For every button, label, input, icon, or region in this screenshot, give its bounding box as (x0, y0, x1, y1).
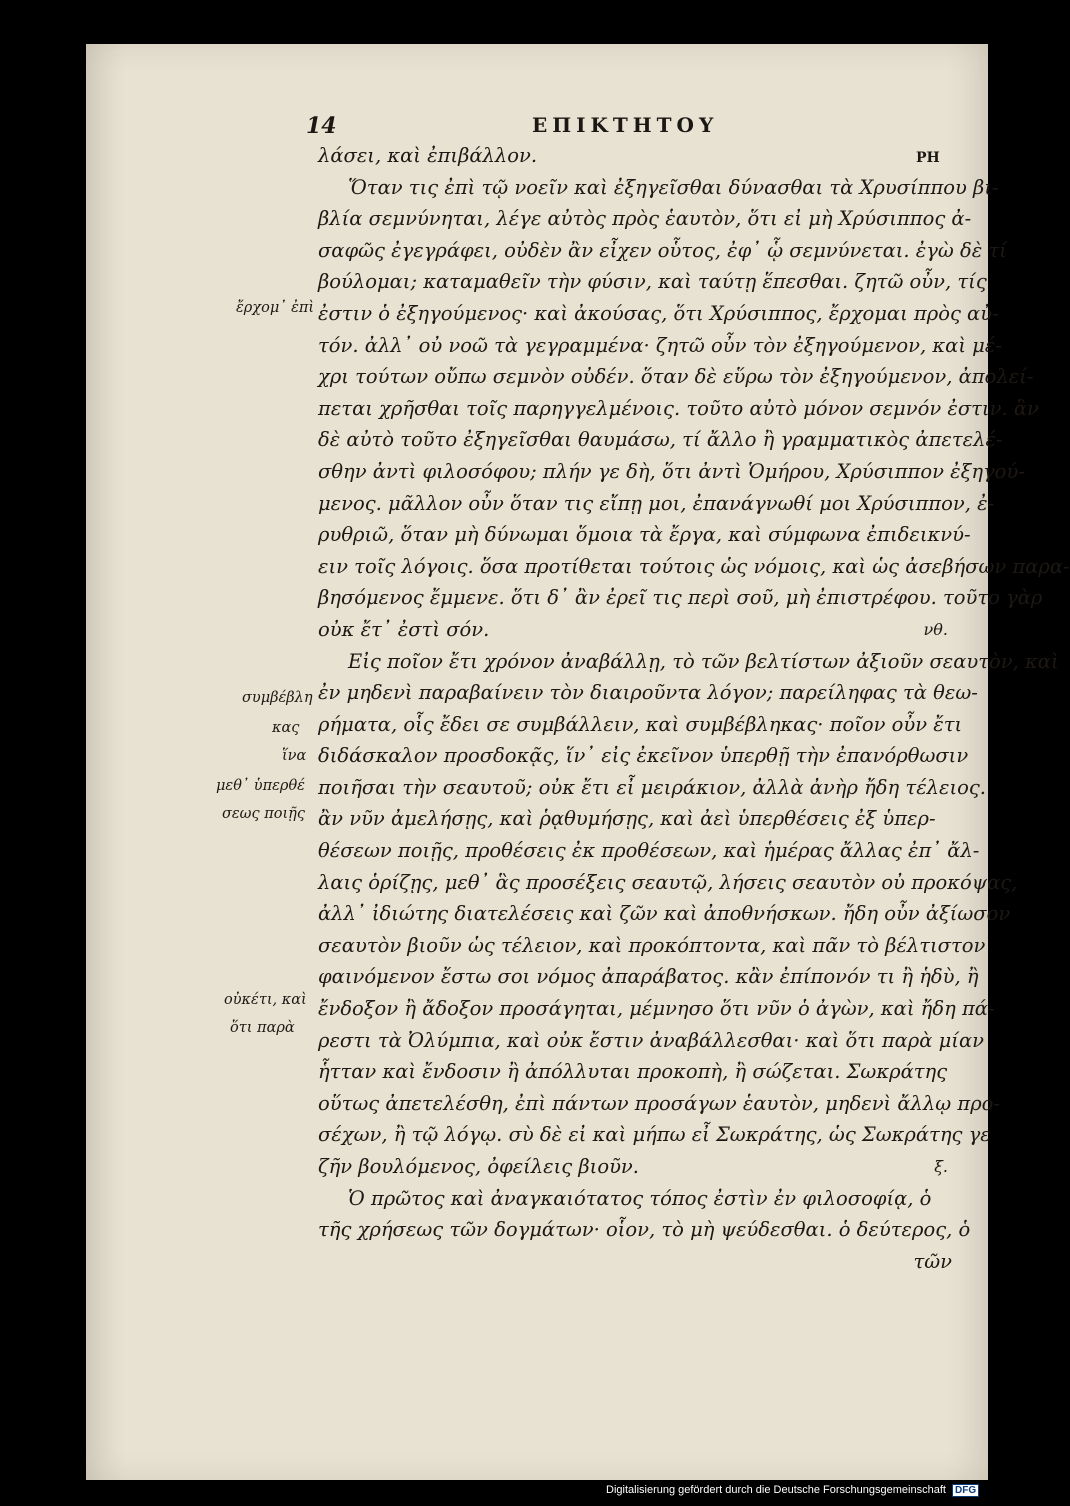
text-line: ἂν νῦν ἀμελήσῃς, καὶ ῥᾳθυμήσῃς, καὶ ἀεὶ ὑπερθέσεις ἐξ ὑπερ- (318, 807, 936, 831)
text-line: ἐστιν ὁ ἐξηγούμενος· καὶ ἀκούσας, ὅτι Χρύσιππος, ἔρχομαι πρὸς αὐ- (318, 301, 999, 325)
text-line-content: οὐκ ἔτ᾽ ἐστὶ σόν. (318, 617, 490, 641)
margin-note: κας (272, 720, 300, 736)
text-line: φαινόμενον ἔστω σοι νόμος ἀπαράβατος. κἂν ἐπίπονόν τι ἢ ἡδὺ, ἢ (318, 965, 979, 989)
text-line: Ὅταν τις ἐπὶ τῷ νοεῖν καὶ ἐξηγεῖσθαι δύνασθαι τὰ Χρυσίππου βι- (348, 175, 999, 199)
margin-note: ὅτι παρὰ (230, 1020, 295, 1036)
text-line: ἔνδοξον ἢ ἄδοξον προσάγηται, μέμνησο ὅτι νῦν ὁ ἀγὼν, καὶ ἤδη πά- (318, 997, 995, 1021)
text-line: ρυθριῶ, ὅταν μὴ δύνωμαι ὅμοια τὰ ἔργα, καὶ σύμφωνα ἐπιδεικνύ- (318, 523, 971, 547)
margin-note: συμβέβλη (242, 690, 313, 706)
text-line: ποιῆσαι τὴν σεαυτοῦ; οὐκ ἔτι εἶ μειράκιον, ἀλλὰ ἀνὴρ ἤδη τέλειος. (318, 775, 987, 799)
text-line: θέσεων ποιῇς, προθέσεις ἐκ προθέσεων, καὶ ἡμέρας ἄλλας ἐπ᾽ ἄλ- (318, 839, 980, 863)
text-line: ειν τοῖς λόγοις. ὅσα προτίθεται τούτοις ὡς νόμοις, καὶ ὡς ἀσεβήσων παρα- (318, 554, 1070, 578)
text-line: ἧτταν καὶ ἔνδοσιν ἢ ἀπόλλυται προκοπὴ, ἢ σώζεται. Σωκράτης (318, 1060, 948, 1084)
section-number-nth: νθ. (923, 619, 948, 639)
text-line: οὕτως ἀπετελέσθη, ἐπὶ πάντων προσάγων ἑαυτὸν, μηδενὶ ἄλλῳ προ- (318, 1091, 1000, 1115)
text-line: ρήματα, οἷς ἔδει σε συμβάλλειν, καὶ συμβέβληκας· ποῖον οὖν ἔτι (318, 712, 963, 736)
text-line: βλία σεμνύνηται, λέγε αὐτὸς πρὸς ἑαυτὸν, ὅτι εἰ μὴ Χρύσιππος ἀ- (318, 207, 972, 231)
text-line: μενος. μᾶλλον οὖν ὅταν τις εἴπῃ μοι, ἐπανάγνωθί μοι Χρύσιππον, ἐ- (318, 491, 995, 515)
text-line: βούλομαι; καταμαθεῖν τὴν φύσιν, καὶ ταύτῃ ἕπεσθαι. ζητῶ οὖν, τίς (318, 270, 987, 294)
margin-note: μεθ᾽ ὑπερθέ (216, 778, 305, 794)
margin-note: ἵνα (282, 748, 307, 764)
text-line: ἀλλ᾽ ἰδιώτης διατελέσεις καὶ ζῶν καὶ ἀποθνήσκων. ἤδη οὖν ἀξίωσον (318, 902, 1011, 926)
main-text-block (318, 140, 1070, 1277)
text-line: ἐν μηδενὶ παραβαίνειν τὸν διαιροῦντα λόγον; παρείληφας τὰ θεω- (318, 681, 978, 705)
text-line (318, 614, 958, 646)
text-line: τόν. ἀλλ᾽ οὐ νοῶ τὰ γεγραμμένα· ζητῶ οὖν τὸν ἐξηγούμενον, καὶ μέ- (318, 333, 1002, 357)
margin-note: ἔρχομ᾽ ἐπὶ (236, 300, 315, 316)
text-line: Εἰς ποῖον ἔτι χρόνον ἀναβάλλῃ, τὸ τῶν βελτίστων ἀξιοῦν σεαυτὸν, καὶ (348, 649, 1059, 673)
text-line: τῆς χρήσεως τῶν δογμάτων· οἷον, τὸ μὴ ψεύδεσθαι. ὁ δεύτερος, ὁ (318, 1218, 971, 1242)
margin-note: οὐκέτι, καὶ (224, 992, 307, 1008)
text-line: ρεστι τὰ Ὀλύμπια, καὶ οὐκ ἔστιν ἀναβάλλεσθαι· καὶ ὅτι παρὰ μίαν (318, 1028, 984, 1052)
text-line: Ὁ πρῶτος καὶ ἀναγκαιότατος τόπος ἐστὶν ἐν φιλοσοφίᾳ, ὁ (348, 1186, 932, 1210)
dfg-logo: DFG (952, 1484, 979, 1497)
text-line: λαις ὁρίζῃς, μεθ᾽ ἃς προσέξεις σεαυτῷ, λήσεις σεαυτὸν οὐ προκόψας, (318, 870, 1018, 894)
text-line-content: ζῆν βουλόμενος, ὀφείλεις βιοῦν. (318, 1155, 639, 1178)
catchword: τῶν (913, 1249, 952, 1273)
section-number-top: ΡΗ (916, 150, 940, 166)
text-line: σθην ἀντὶ φιλοσόφου; πλήν γε δὴ, ὅτι ἀντὶ Ὁμήρου, Χρύσιππον ἐξηγού- (318, 459, 1025, 483)
text-line (318, 1151, 958, 1183)
page-number: 14 (306, 113, 337, 139)
text-line: βησόμενος ἔμμενε. ὅτι δ᾽ ἂν ἐρεῖ τις περὶ σοῦ, μὴ ἐπιστρέφου. τοῦτο γὰρ (318, 586, 1043, 610)
text-line: σαφῶς ἐγεγράφει, οὐδὲν ἂν εἶχεν οὗτος, ἐφ᾽ ᾧ σεμνύνεται. ἐγὼ δὲ τί (318, 238, 1007, 262)
text-line: χρι τούτων οὔπω σεμνὸν οὐδέν. ὅταν δὲ εὕρω τὸν ἐξηγούμενον, ἀπολεί- (318, 365, 1034, 389)
section-number-xi: ξ. (934, 1157, 948, 1176)
text-line: πεται χρῆσθαι τοῖς παρηγγελμένοις. τοῦτο αὐτὸ μόνον σεμνόν ἐστιν. ἂν (318, 396, 1039, 420)
text-line: λάσει, καὶ ἐπιβάλλον. (318, 144, 538, 167)
text-line: δὲ αὐτὸ τοῦτο ἐξηγεῖσθαι θαυμάσω, τί ἄλλο ἢ γραμματικὸς ἀπετελέ- (318, 428, 1003, 452)
text-line: σεαυτὸν βιοῦν ὡς τέλειον, καὶ προκόπτοντα, καὶ πᾶν τὸ βέλτιστον (318, 933, 986, 957)
text-line: σέχων, ἢ τῷ λόγῳ. σὺ δὲ εἰ καὶ μήπω εἶ Σωκράτης, ὡς Σωκράτης γε (318, 1123, 991, 1147)
margin-note: σεως ποιῇς (222, 806, 305, 822)
text-line: διδάσκαλον προσδοκᾷς, ἵν᾽ εἰς ἐκεῖνον ὑπερθῇ τὴν ἐπανόρθωσιν (318, 744, 969, 768)
credit-text: Digitalisierung gefördert durch die Deutsche Forschungsgemeinschaft (606, 1484, 946, 1496)
digitization-credit (606, 1484, 979, 1497)
running-head: ΕΠΙΚΤΗΤΟΥ (532, 113, 719, 137)
